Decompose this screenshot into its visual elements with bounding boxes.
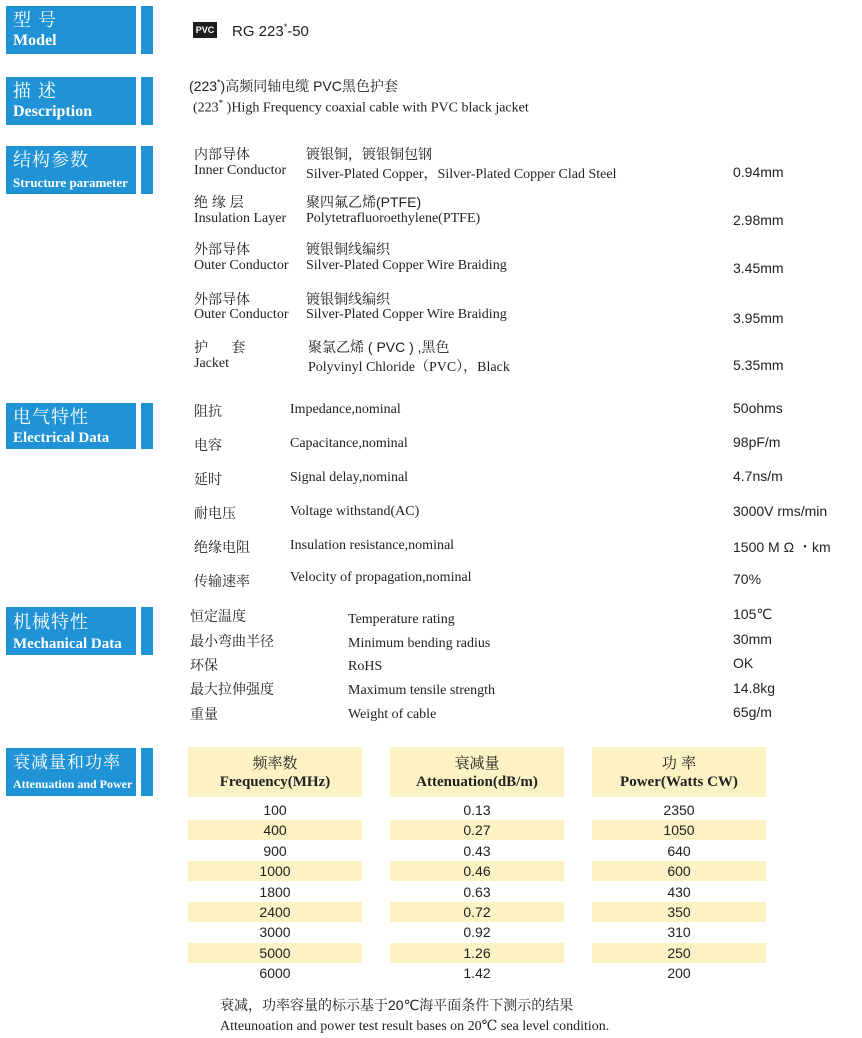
section-tab-structure (6, 146, 136, 194)
table-cell: 430 (667, 883, 691, 900)
structure-value: 5.35mm (733, 357, 784, 373)
structure-name-zh: 绝 缘 层 (194, 194, 244, 210)
electrical-label-en: Capacitance,nominal (290, 436, 408, 451)
structure-name-en: Inner Conductor (194, 163, 287, 178)
structure-name-zh: 护 套 (194, 339, 246, 355)
section-stripe (141, 77, 153, 125)
electrical-label-en: Impedance,nominal (290, 402, 401, 417)
section-stripe (141, 748, 153, 796)
section-stripe (141, 146, 153, 194)
section-title-zh: 衰减量和功率 (13, 753, 121, 772)
electrical-label-en: Signal delay,nominal (290, 470, 409, 485)
section-title-zh: 结构参数 (13, 150, 89, 170)
description-zh: (223*)高频同轴电缆 PVC黑色护套 (189, 77, 398, 94)
model-value: RG 223*-50 (232, 22, 309, 40)
section-title-en: Structure parameter (13, 175, 128, 190)
electrical-value: 50ohms (733, 400, 783, 416)
structure-name-en: Jacket (194, 356, 229, 371)
structure-value: 0.94mm (733, 164, 784, 180)
section-stripe (141, 6, 153, 54)
structure-desc-en: Silver-Plated Copper Wire Braiding (306, 258, 507, 273)
mechanical-label-zh: 最小弯曲半径 (190, 633, 274, 649)
section-stripe (141, 607, 153, 655)
table-cell: 200 (667, 965, 691, 982)
section-title-zh: 型 号 (13, 10, 58, 30)
table-cell: 250 (592, 943, 766, 963)
mechanical-label-zh: 重量 (190, 706, 218, 722)
structure-name-zh: 外部导体 (194, 291, 250, 307)
mechanical-label-zh: 环保 (190, 657, 218, 673)
mechanical-label-en: RoHS (348, 659, 383, 674)
section-tab-mechanical (6, 607, 136, 655)
table-cell: 1050 (592, 820, 766, 840)
table-cell: 0.46 (390, 861, 564, 881)
pvc-badge: PVC (193, 22, 217, 38)
electrical-value: 70% (733, 571, 762, 587)
structure-value: 3.95mm (733, 310, 784, 326)
structure-desc-zh: 聚氯乙烯 ( PVC ) ,黑色 (308, 339, 450, 355)
section-title-en: Attenuation and Power (13, 777, 133, 791)
table-header-frequency: 频率数 Frequency(MHz) (188, 747, 362, 797)
section-title-en: Description (13, 103, 93, 120)
section-tab-electrical (6, 403, 136, 449)
mechanical-value: 65g/m (733, 704, 772, 720)
structure-name-zh: 内部导体 (194, 146, 250, 162)
table-cell: 1800 (259, 883, 291, 900)
table-cell: 900 (263, 842, 287, 859)
mechanical-label-en: Temperature rating (348, 612, 455, 627)
structure-desc-en: Silver-Plated Copper，Silver-Plated Copper Clad Steel (306, 167, 617, 182)
attenuation-note-en: Atteunoation and power test result bases on 20℃ sea level condition. (220, 1019, 610, 1034)
electrical-label-en: Insulation resistance,nominal (290, 538, 455, 553)
structure-desc-en: Polytetrafluoroethylene(PTFE) (306, 211, 481, 226)
table-cell: 3000 (259, 924, 291, 941)
structure-name-en: Outer Conductor (194, 307, 289, 322)
section-title-zh: 机械特性 (13, 612, 89, 632)
table-cell: 400 (188, 820, 362, 840)
section-stripe (141, 403, 153, 449)
electrical-label-zh: 电容 (194, 437, 222, 453)
electrical-value: 1500 M Ω ・km (733, 539, 831, 555)
mechanical-label-en: Weight of cable (348, 707, 437, 722)
table-header-attenuation: 衰减量 Attenuation(dB/m) (390, 747, 564, 797)
table-cell: 0.72 (390, 902, 564, 922)
electrical-label-zh: 耐电压 (194, 505, 236, 521)
section-title-en: Electrical Data (13, 430, 110, 446)
table-cell: 1.26 (390, 943, 564, 963)
mechanical-label-en: Maximum tensile strength (348, 683, 495, 698)
table-cell: 1.42 (463, 965, 491, 982)
structure-desc-zh: 聚四氟乙烯(PTFE) (306, 194, 422, 210)
section-title-en: Model (13, 32, 57, 49)
electrical-label-zh: 绝缘电阻 (194, 539, 250, 555)
mechanical-label-en: Minimum bending radius (348, 636, 491, 651)
electrical-label-en: Velocity of propagation,nominal (290, 570, 472, 585)
structure-name-en: Outer Conductor (194, 258, 289, 273)
table-cell: 600 (592, 861, 766, 881)
table-cell: 640 (667, 842, 691, 859)
section-title-zh: 电气特性 (13, 407, 89, 427)
structure-desc-zh: 镀银铜线编织 (306, 241, 390, 257)
electrical-value: 98pF/m (733, 434, 781, 450)
section-tab-model (6, 6, 136, 54)
table-cell: 0.43 (463, 842, 491, 859)
structure-name-zh: 外部导体 (194, 241, 250, 257)
structure-desc-en: Polyvinyl Chloride（PVC），Black (308, 360, 510, 375)
table-cell: 0.27 (390, 820, 564, 840)
mechanical-label-zh: 恒定温度 (190, 608, 246, 624)
mechanical-value: 14.8kg (733, 680, 776, 696)
structure-desc-zh: 镀银铜线编织 (306, 291, 390, 307)
table-cell: 350 (592, 902, 766, 922)
structure-value: 2.98mm (733, 212, 784, 228)
table-cell: 0.13 (463, 802, 491, 818)
electrical-label-en: Voltage withstand(AC) (290, 504, 420, 519)
table-cell: 0.63 (463, 883, 491, 900)
table-cell: 6000 (259, 965, 291, 982)
mechanical-value: OK (733, 655, 754, 671)
electrical-label-zh: 传输速率 (194, 573, 250, 589)
mechanical-value: 30mm (733, 631, 772, 647)
electrical-label-zh: 阻抗 (194, 403, 222, 419)
table-cell: 5000 (188, 943, 362, 963)
attenuation-note-zh: 衰减，功率容量的标示基于20℃海平面条件下测示的结果 (220, 997, 574, 1013)
structure-desc-en: Silver-Plated Copper Wire Braiding (306, 307, 507, 322)
electrical-value: 3000V rms/min (733, 503, 828, 519)
structure-desc-zh: 镀银铜，镀银铜包钢 (306, 146, 432, 162)
electrical-label-zh: 延时 (194, 471, 222, 487)
structure-value: 3.45mm (733, 260, 784, 276)
structure-name-en: Insulation Layer (194, 211, 287, 226)
table-header-power: 功 率 Power(Watts CW) (592, 747, 766, 797)
description-en: (223* )High Frequency coaxial cable with PVC black jacket (193, 98, 529, 116)
table-cell: 310 (667, 924, 691, 941)
section-tab-attenuation (6, 748, 136, 796)
section-tab-description (6, 77, 136, 125)
electrical-value: 4.7ns/m (733, 468, 783, 484)
mechanical-value: 105℃ (733, 606, 773, 622)
table-cell: 100 (263, 802, 287, 818)
table-cell: 1000 (188, 861, 362, 881)
table-cell: 2400 (188, 902, 362, 922)
section-title-en: Mechanical Data (13, 636, 122, 652)
table-cell: 2350 (663, 802, 695, 818)
table-cell: 0.92 (463, 924, 491, 941)
section-title-zh: 描 述 (13, 81, 58, 101)
mechanical-label-zh: 最大拉伸强度 (190, 681, 274, 697)
